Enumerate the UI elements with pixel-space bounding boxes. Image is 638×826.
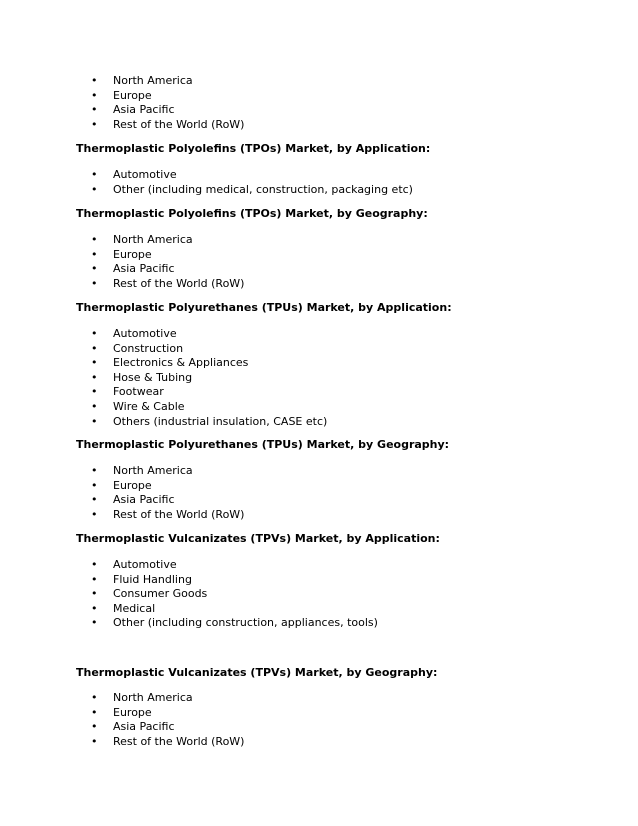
list-item <box>0 479 638 494</box>
bullet-icon: • <box>91 168 98 181</box>
list-item-text: Europe <box>113 478 152 492</box>
bullet-icon: • <box>91 182 98 196</box>
section-heading-tpv-application: Thermoplastic Vulcanizates (TPVs) Market, by Application: <box>76 532 440 545</box>
list-item <box>0 248 638 263</box>
bullet-icon: • <box>91 276 98 290</box>
list-item-text: Construction <box>113 341 184 355</box>
list-item <box>0 168 638 183</box>
list-item <box>0 400 638 415</box>
list-item-text: Asia Pacific <box>113 262 175 276</box>
list-item <box>0 508 638 523</box>
list-item-text: Others (industrial insulation, CASE etc) <box>113 414 328 428</box>
bullet-icon: • <box>91 720 98 734</box>
list-item-text: Footwear <box>113 385 164 399</box>
list-item-text: Rest of the World (RoW) <box>113 734 245 748</box>
list-item <box>0 103 638 118</box>
bullet-icon: • <box>91 74 98 87</box>
bullet-icon: • <box>91 88 98 102</box>
section-heading-tpo-geography: Thermoplastic Polyolefins (TPOs) Market, by Geography: <box>76 207 428 220</box>
section-heading-tpu-application: Thermoplastic Polyurethanes (TPUs) Market, by Application: <box>76 301 452 314</box>
list-item <box>0 735 638 750</box>
list-item <box>0 691 638 706</box>
list-item-text: Consumer Goods <box>113 587 208 601</box>
list-item-text: Wire & Cable <box>113 400 185 413</box>
section-heading-tpv-geography: Thermoplastic Vulcanizates (TPVs) Market, by Geography: <box>76 666 438 679</box>
list-item <box>0 558 638 573</box>
bullet-icon: • <box>91 414 98 428</box>
section-heading-tpu-geography: Thermoplastic Polyurethanes (TPUs) Market, by Geography: <box>76 438 450 451</box>
bullet-icon: • <box>91 233 98 246</box>
bullet-icon: • <box>91 601 98 615</box>
list-item <box>0 118 638 133</box>
list-item <box>0 616 638 631</box>
list-item-text: Automotive <box>113 558 177 571</box>
list-item <box>0 602 638 617</box>
list-item <box>0 371 638 386</box>
bullet-icon: • <box>91 572 98 586</box>
bullet-icon: • <box>91 370 98 384</box>
list-item <box>0 415 638 430</box>
bullet-icon: • <box>91 400 98 413</box>
list-item <box>0 464 638 479</box>
list-item-text: Fluid Handling <box>113 572 192 586</box>
list-item <box>0 74 638 89</box>
list-item-text: Medical <box>113 601 156 615</box>
bullet-icon: • <box>91 464 98 477</box>
list-item <box>0 327 638 342</box>
list-item <box>0 277 638 292</box>
bullet-icon: • <box>91 558 98 571</box>
list-item-text: Asia Pacific <box>113 720 175 734</box>
list-item-text: Europe <box>113 88 152 102</box>
list-item-text: North America <box>113 74 193 87</box>
list-item-text: Electronics & Appliances <box>113 356 249 370</box>
list-item-text: Europe <box>113 705 152 719</box>
list-item <box>0 706 638 721</box>
list-item <box>0 262 638 277</box>
list-item <box>0 89 638 104</box>
list-item <box>0 587 638 602</box>
list-item <box>0 385 638 400</box>
bullet-icon: • <box>91 103 98 117</box>
list-item-text: Hose & Tubing <box>113 370 193 384</box>
bullet-icon: • <box>91 385 98 399</box>
list-item-text: Asia Pacific <box>113 493 175 507</box>
bullet-icon: • <box>91 493 98 507</box>
bullet-icon: • <box>91 262 98 276</box>
bullet-icon: • <box>91 327 98 340</box>
list-item-text: North America <box>113 464 193 477</box>
bullet-icon: • <box>91 478 98 492</box>
list-item-text: Asia Pacific <box>113 103 175 117</box>
bullet-icon: • <box>91 705 98 719</box>
bullet-icon: • <box>91 117 98 131</box>
bullet-icon: • <box>91 507 98 521</box>
list-item <box>0 573 638 588</box>
section-heading-tpo-application: Thermoplastic Polyolefins (TPOs) Market, by Application: <box>76 142 431 155</box>
list-item-text: Rest of the World (RoW) <box>113 276 245 290</box>
list-item <box>0 183 638 198</box>
list-item <box>0 342 638 357</box>
list-item-text: Europe <box>113 247 152 261</box>
list-item-text: North America <box>113 233 193 246</box>
list-item-text: Other (including construction, appliances, tools) <box>113 616 378 630</box>
list-item <box>0 493 638 508</box>
list-item-text: Rest of the World (RoW) <box>113 507 245 521</box>
list-item-text: Rest of the World (RoW) <box>113 117 245 131</box>
list-item-text: Other (including medical, construction, packaging etc) <box>113 182 413 196</box>
bullet-icon: • <box>91 587 98 601</box>
bullet-icon: • <box>91 616 98 630</box>
list-item <box>0 356 638 371</box>
bullet-icon: • <box>91 247 98 261</box>
bullet-icon: • <box>91 341 98 355</box>
list-item <box>0 233 638 248</box>
bullet-icon: • <box>91 734 98 748</box>
bullet-icon: • <box>91 691 98 704</box>
list-item-text: Automotive <box>113 327 177 340</box>
bullet-icon: • <box>91 356 98 370</box>
list-item-text: Automotive <box>113 168 177 181</box>
list-item-text: North America <box>113 691 193 704</box>
list-item <box>0 720 638 735</box>
